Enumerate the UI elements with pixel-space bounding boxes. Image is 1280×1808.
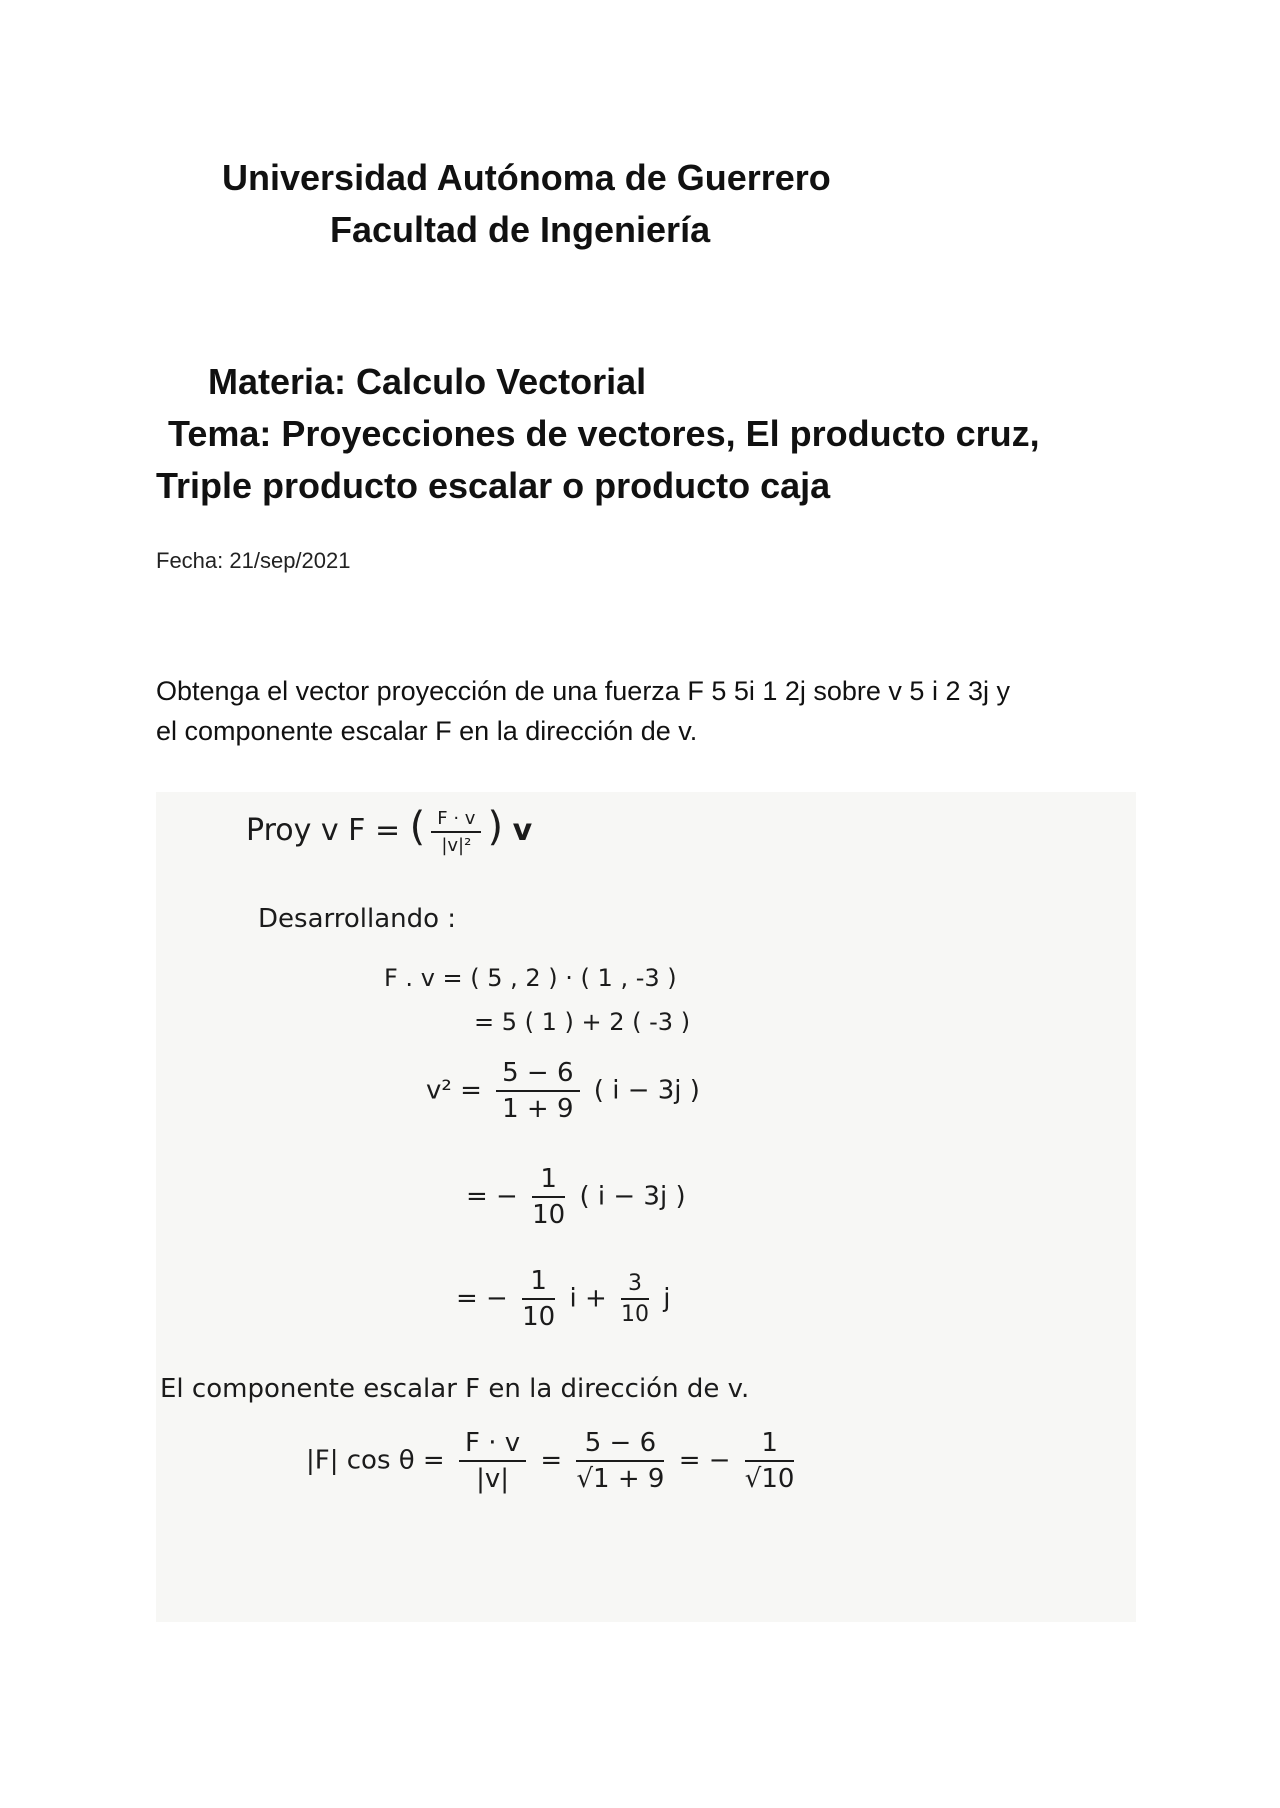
- scalar-denominator-2: √1 + 9: [576, 1464, 665, 1494]
- formula-fraction: [431, 808, 481, 856]
- step-4-numerator-1: 1: [522, 1266, 555, 1300]
- scalar-equals-1: =: [540, 1445, 563, 1476]
- topic-heading-line-1: Tema: Proyecciones de vectores, El producto cruz,: [168, 413, 1040, 454]
- scalar-numerator-2: 5 − 6: [576, 1428, 664, 1462]
- step-3-tail: ( i − 3j ): [579, 1181, 686, 1212]
- university-title: Universidad Autónoma de Guerrero: [222, 157, 831, 198]
- scalar-numerator-1: F · v: [459, 1428, 526, 1462]
- step-3-fraction: [532, 1164, 565, 1230]
- step-4-tail: j: [663, 1283, 671, 1314]
- step-4-fraction-1: [522, 1266, 555, 1332]
- step-4-middle: i +: [569, 1283, 607, 1314]
- faculty-title: Facultad de Ingeniería: [330, 209, 711, 250]
- step-3-lhs: = −: [466, 1181, 518, 1212]
- step-3-denominator: 10: [532, 1200, 566, 1230]
- scalar-denominator-3: √10: [744, 1464, 795, 1494]
- scalar-numerator-3: 1: [745, 1428, 795, 1462]
- step-4-denominator-1: 10: [522, 1302, 556, 1332]
- formula-vector-v: v: [512, 813, 533, 848]
- problem-statement-line-1: Obtenga el vector proyección de una fuerza F 5 5i 1 2j sobre v 5 i 2 3j y: [156, 676, 1010, 706]
- projection-formula: Proy v F = ( $\frac{F \cdot v}{\text{|v|²}}$ ) v: [246, 804, 533, 856]
- date-label: Fecha: 21/sep/2021: [156, 548, 351, 573]
- scalar-component-heading: El componente escalar F en la dirección de v.: [160, 1374, 750, 1404]
- topic-heading-line-2: Triple producto escalar o producto caja: [156, 465, 831, 506]
- scalar-equals-2: = −: [678, 1445, 731, 1476]
- formula-denominator: |v|²: [441, 834, 472, 856]
- handwritten-solution: [156, 792, 1136, 1622]
- steps-heading: Desarrollando :: [258, 904, 457, 934]
- formula-numerator: F · v: [431, 808, 481, 833]
- v-squared-numerator: 5 − 6: [496, 1058, 579, 1092]
- formula-lhs: Proy v F =: [246, 813, 401, 848]
- step-4-lhs: = −: [456, 1283, 508, 1314]
- step-4-fraction-2: [621, 1271, 649, 1327]
- v-squared-line: [426, 1058, 700, 1124]
- scalar-lhs: |F| cos θ =: [306, 1445, 445, 1476]
- scalar-denominator-1: |v|: [476, 1464, 509, 1494]
- scalar-fraction-2: [576, 1428, 664, 1494]
- scalar-component-line: [306, 1428, 800, 1494]
- step-4-denominator-2: 10: [621, 1302, 650, 1327]
- problem-statement-line-2: el componente escalar F en la dirección de v.: [156, 716, 698, 746]
- dot-product-line-1: F . v = ( 5 , 2 ) · ( 1 , -3 ): [384, 964, 677, 992]
- step-3-line: [466, 1164, 686, 1230]
- scalar-fraction-1: [459, 1428, 526, 1494]
- v-squared-tail: ( i − 3j ): [593, 1075, 700, 1106]
- step-4-line: [456, 1266, 671, 1332]
- dot-product-line-2: = 5 ( 1 ) + 2 ( -3 ): [474, 1008, 691, 1036]
- step-4-numerator-2: 3: [621, 1271, 649, 1300]
- v-squared-fraction: [496, 1058, 579, 1124]
- scalar-fraction-3: [745, 1428, 795, 1494]
- subject-heading: Materia: Calculo Vectorial: [208, 361, 647, 402]
- step-3-numerator: 1: [532, 1164, 565, 1198]
- v-squared-denominator: 1 + 9: [502, 1094, 574, 1124]
- v-squared-lhs: v² =: [426, 1075, 482, 1106]
